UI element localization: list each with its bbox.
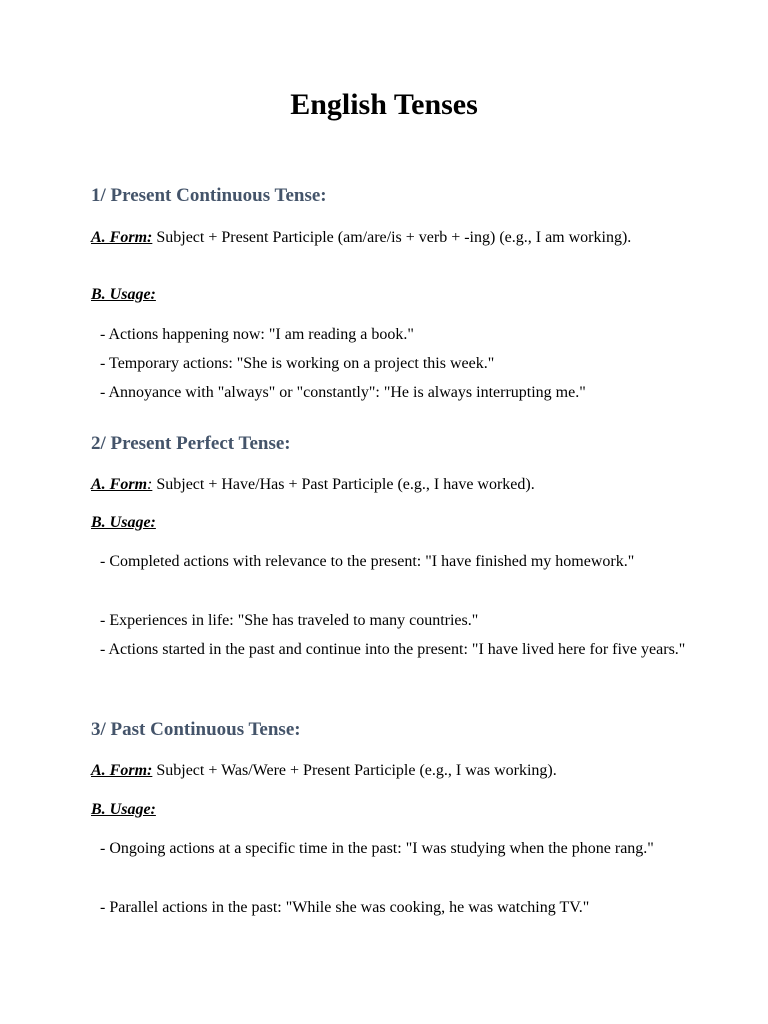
usage-label-present-continuous	[91, 285, 156, 305]
form-paragraph-present-perfect	[91, 475, 651, 494]
form-text: Subject + Present Participle (am/are/is + verb + -ing) (e.g., I am working).	[152, 229, 632, 246]
usage-label-present-perfect	[91, 513, 156, 533]
usage-label: B. Usage:	[91, 286, 156, 303]
form-text: Subject + Was/Were + Present Participle (e.g., I was working).	[152, 762, 557, 779]
usage-item: - Completed actions with relevance to the present: "I have finished my homework."	[100, 553, 635, 570]
usage-item	[91, 898, 589, 918]
usage-label: B. Usage:	[91, 514, 156, 531]
usage-item	[91, 611, 478, 631]
usage-item-text: - Experiences in life: "She has traveled to many countries."	[100, 612, 479, 629]
form-label: A. Form:	[91, 229, 153, 246]
usage-item	[91, 354, 494, 374]
usage-item	[91, 383, 586, 403]
page-title: English Tenses	[290, 88, 478, 121]
form-text: Subject + Have/Has + Past Participle (e.g., I have worked).	[152, 476, 535, 493]
usage-item-text: - Parallel actions in the past: "While she was cooking, he was watching TV."	[100, 899, 590, 916]
form-label: A. Form	[91, 476, 148, 493]
usage-item-text: - Actions happening now: "I am reading a book."	[100, 326, 414, 343]
usage-item: - Ongoing actions at a specific time in the past: "I was studying when the phone rang."	[100, 840, 654, 857]
section-heading-present-continuous: 1/ Present Continuous Tense:	[91, 185, 327, 206]
usage-item	[91, 325, 414, 345]
usage-item-text: - Temporary actions: "She is working on a project this week."	[100, 355, 495, 372]
usage-label: B. Usage:	[91, 801, 156, 818]
usage-item-text: - Annoyance with "always" or "constantly": "He is always interrupting me."	[100, 384, 586, 401]
usage-label-past-continuous	[91, 800, 156, 820]
form-label: A. Form:	[91, 762, 153, 779]
usage-item: - Actions started in the past and continue into the present: "I have lived here for five years."	[100, 641, 686, 658]
section-heading-past-continuous: 3/ Past Continuous Tense:	[91, 719, 301, 740]
form-label-colon: :	[147, 476, 153, 493]
form-paragraph-present-continuous	[91, 228, 651, 247]
section-heading-present-perfect: 2/ Present Perfect Tense:	[91, 433, 291, 454]
form-paragraph-past-continuous	[91, 761, 651, 780]
